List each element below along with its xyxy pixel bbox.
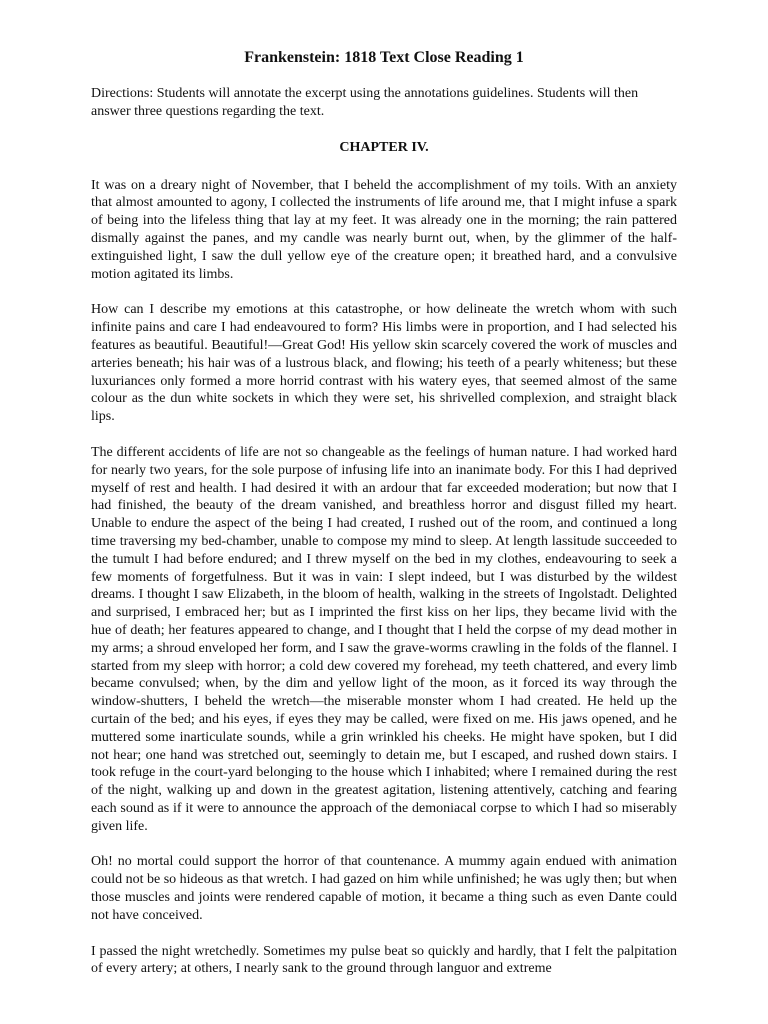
paragraph-1: It was on a dreary night of November, that I beheld the accomplishment of my toils. With an anxiety that almost amounted to agony, I collected the instruments of life around me, that I might infuse a spark of being into the lifeless thing that lay at my feet. It was already one in the morning; the rain pattered dismally against the panes, and my candle was nearly burnt out, when, by the glimmer of the half-extinguished light, I saw the dull yellow eye of the creature open; it breathed hard, and a convulsive motion agitated its limbs. [91,177,677,282]
chapter-heading: CHAPTER IV. [339,139,429,155]
directions-text: Directions: Students will annotate the excerpt using the annotations guidelines. Students will then answer three questions regarding the text. [91,86,639,119]
paragraph-5: I passed the night wretchedly. Sometimes my pulse beat so quickly and hardly, that I felt the palpitation of every artery; at others, I nearly sank to the ground through languor and extreme [91,943,677,977]
paragraph-2: How can I describe my emotions at this catastrophe, or how delineate the wretch whom with such infinite pains and care I had endeavoured to form? His limbs were in proportion, and I had selected his features as beautiful. Beautiful!—Great God! His yellow skin scarcely covered the work of muscles and arteries beneath; his hair was of a lustrous black, and flowing; his teeth of a pearly whiteness; but these luxuriances only formed a more horrid contrast with his watery eyes, that seemed almost of the same colour as the dun white sockets in which they were set, his shrivelled complexion, and straight black lips. [91,302,677,425]
paragraph-3: The different accidents of life are not so changeable as the feelings of human nature. I had worked hard for nearly two years, for the sole purpose of infusing life into an inanimate body. For this I had deprived myself of rest and health. I had desired it with an ardour that far exceeded moderation; but now that I had finished, the beauty of the dream vanished, and breathless horror and disgust filled my heart. Unable to endure the aspect of the being I had created, I rushed out of the room, and continued a long time traversing my bed-chamber, unable to compose my mind to sleep. At length lassitude succeeded to the tumult I had before endured; and I threw myself on the bed in my clothes, endeavouring to seek a few moments of forgetfulness. But it was in vain: I slept indeed, but I was disturbed by the wildest dreams. I thought I saw Elizabeth, in the bloom of health, walking in the streets of Ingolstadt. Delighted and surprised, I embraced her; but as I imprinted the first kiss on her lips, they became livid with the hue of death; her features appeared to change, and I thought that I held the corpse of my dead mother in my arms; a shroud enveloped her form, and I saw the grave-worms crawling in the folds of the flannel. I started from my sleep with horror; a cold dew covered my forehead, my teeth chattered, and every limb became convulsed; when, by the dim and yellow light of the moon, as it forced its way through the window-shutters, I beheld the wretch—the miserable monster whom I had created. He held up the curtain of the bed; and his eyes, if eyes they may be called, were fixed on me. His jaws opened, and he muttered some inarticulate sounds, while a grin wrinkled his cheeks. He might have spoken, but I did not hear; one hand was stretched out, seemingly to detain me, but I escaped, and rushed down stairs. I took refuge in the court-yard belonging to the house which I inhabited; where I remained during the rest of the night, walking up and down in the greatest agitation, listening attentively, catching and fearing each sound as if it were to announce the approach of the demoniacal corpse to which I had so miserably given life. [91,444,677,834]
document-page [91,0,677,1024]
document-title: Frankenstein: 1818 Text Close Reading 1 [244,49,524,66]
paragraph-4: Oh! no mortal could support the horror of that countenance. A mummy again endued with animation could not be so hideous as that wretch. I had gazed on him while unfinished; he was ugly then; but when those muscles and joints were rendered capable of motion, it became a thing such as even Dante could not have conceived. [91,854,677,923]
